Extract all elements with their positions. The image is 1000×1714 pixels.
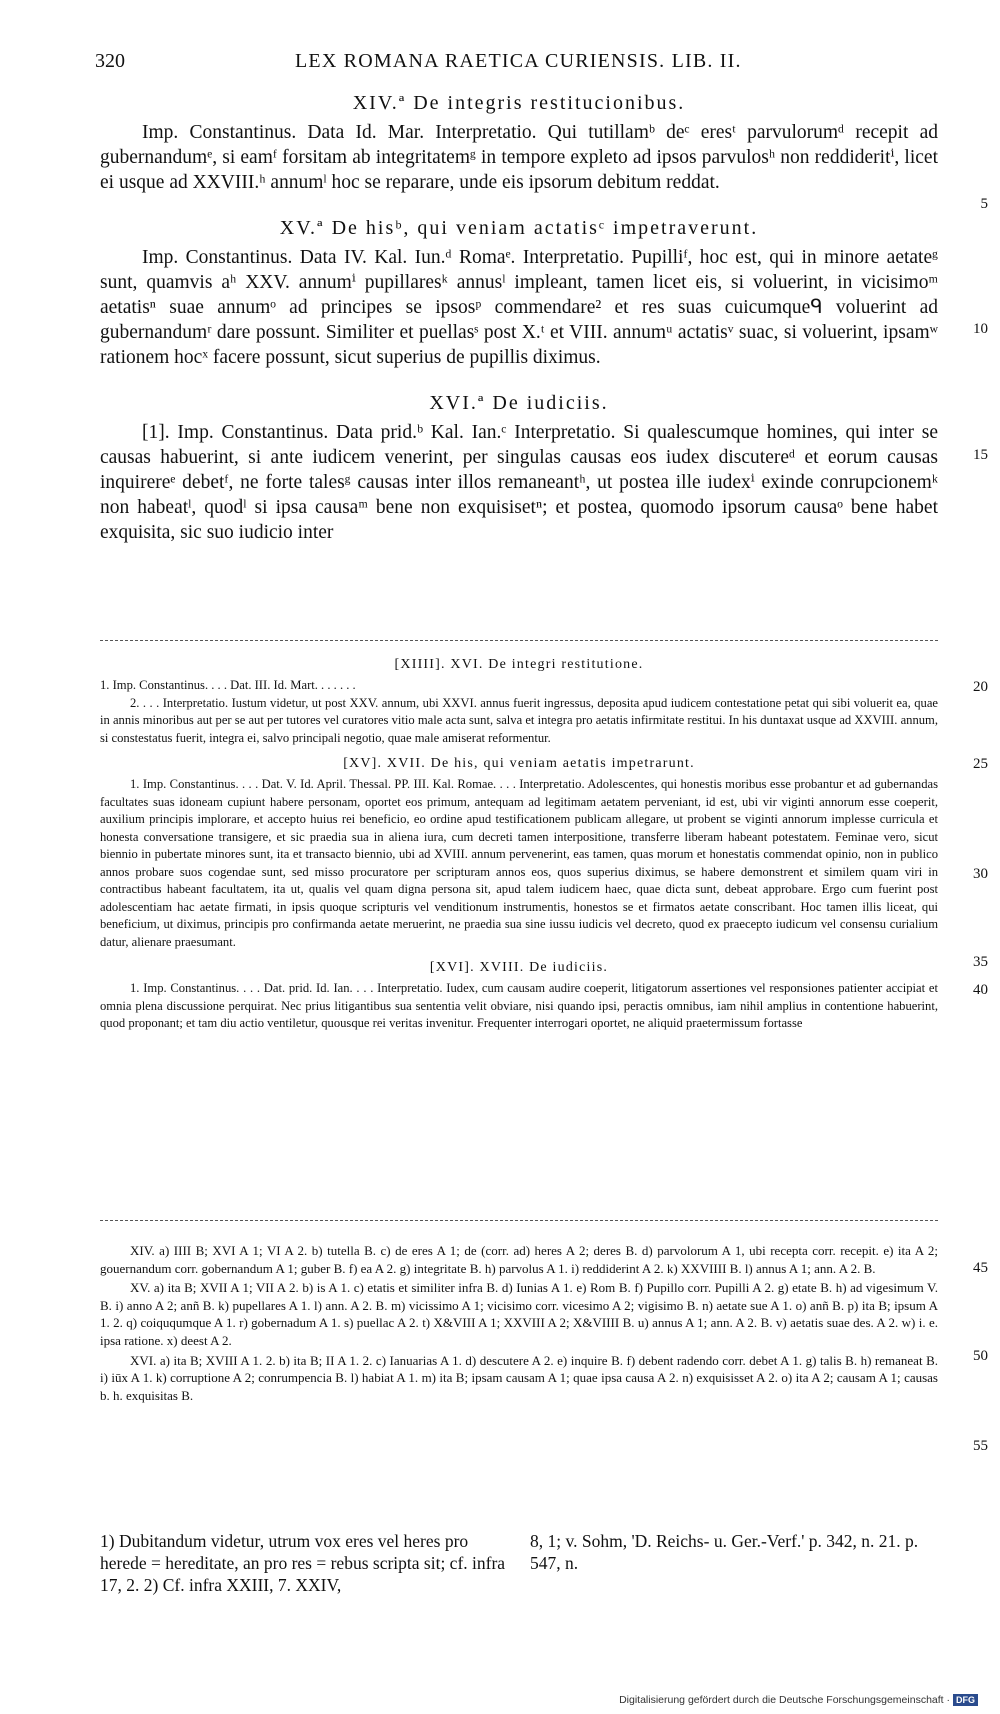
comparative-heading: [XV]. XVII. De his, qui veniam aetatis impetrarunt.	[343, 756, 695, 771]
section-heading: XIV.ª De integris restitucionibus.	[352, 92, 686, 114]
line-number: 5	[980, 196, 988, 212]
credit-text: Digitalisierung gefördert durch die Deutsche Forschungsgemeinschaft ·	[619, 1694, 950, 1706]
page-number: 320	[95, 50, 125, 72]
divider-rule	[100, 1220, 938, 1221]
section-text: Imp. Constantinus. Data Id. Mar. Interpretatio. Qui tutillamᵇ deᶜ eresᵗ parvulorumᵈ recepit ad gubernandumᵉ, si eamᶠ forsitam ab integritatemᵍ in tempore expleto ad ipsos parvulosʰ non reddideritⁱ, licet ei usque ad XXVIII.ʰ annumˡ hoc se reparare, unde eis ipsorum debitum reddat.	[100, 122, 938, 193]
line-number: 10	[973, 321, 988, 338]
comparative-line: 1. Imp. Constantinus. . . . Dat. prid. Id. Ian. . . . Interpretatio. Iudex, cum causam audire coeperit, litigatorum assertiones vel responsiones patienter accipiat et omnia plena discussione perquirat. Nec prius litigantibus sua sententia velit obviare, nisi quando ipsi, peractis omnibus, iam nihil amplius in contentione habuerint, quod proponant; et tam diu actio ventiletur, quousque rei veritas invenitur. Frequenter interrogari oportet, ne aliquid praetermissum fortasse	[100, 981, 938, 1030]
comparative-section	[100, 657, 988, 747]
main-text	[100, 92, 988, 567]
comparative-line: 2. . . . Interpretatio. Iustum videtur, ut post XXV. annum, ubi XXVI. annus fuerit ingressus, deposita apud iudicem contestatione petat qui sibi voluerit ea, quae in annis minoribus aut per se aut per tutores vel curatores vitio male acta sunt, salva et integra pro aetatis infirmitate restitui. In his duntaxat usque ad XXVIII. annum, si constestatus fuerit, integra ei, salvo principali negotio, quae male amiserat reformentur.	[100, 695, 938, 745]
line-number: 35	[973, 954, 988, 970]
comparative-heading: [XVI]. XVIII. De iudiciis.	[429, 960, 609, 975]
section-heading: XVI.ª De iudiciis.	[429, 392, 609, 415]
section-heading: XV.ª De hisᵇ, qui veniam actatisᶜ impetraverunt.	[279, 217, 759, 240]
footnote-left: 1) Dubitandum videtur, utrum vox eres vel heres pro herede = hereditate, an pro res = rebus scripta sit; cf. infra 17, 2. 2) Cf. infra XXIII, 7. XXIV,	[100, 1531, 506, 1595]
divider-rule	[100, 640, 938, 641]
dfg-logo: DFG	[953, 1694, 978, 1706]
line-number: 40	[973, 982, 988, 998]
line-number: 45	[973, 1260, 988, 1276]
comparative-heading: [XIIII]. XVI. De integri restitutione.	[394, 657, 644, 672]
section-xiv	[100, 92, 988, 212]
section-text: [1]. Imp. Constantinus. Data prid.ᵇ Kal. Ian.ᶜ Interpretatio. Si qualescumque homines, qui inter se causas habuerint, si ante iudicem venerint, per singulas causas eos iudex discutereᵈ et eorum causas inquirereᵉ debetᶠ, ne forte talesᵍ causas inter illos remaneantʰ, ut postea ille iudexⁱ exinde conrupcionemᵏ non habeatˡ, quodˡ si ipsa causaᵐ bene non exquisisetⁿ; et postea, quomodo ipsorum causaᵒ bene habet exquisita, sic suo iudicio inter	[100, 422, 938, 543]
apparatus-entry: XV. a) ita B; XVII A 1; VII A 2. b) is A 1. c) etatis et similiter infra B. d) Iunias A 1. e) Rom B. f) Pupillo corr. Pupilli A 2. g) etate B. h) ad vigesimum V. B. i) anno A 2; anñ B. k) pupellares A 1. l) ann. A 2. B. m) vicissimo A 1; vicisimo corr. vicesimo A 2; vigisimo B. n) aetate sue A 1. o) anñ B. p) ita B; ipsum A 1. 2. q) coiququmque A 1. r) gobernadum A 1. s) puellac A 2. t) X&VIII A 1; XXVIII A 2; X&VIIII B. u) annus A 1; ann. A 2. B. v) aetatis suae des. A 2. w) i. e. ipsa ratione. x) deest A 2.	[100, 1280, 938, 1348]
line-number: 50	[973, 1348, 988, 1364]
comparative-line: 1. Imp. Constantinus. . . . Dat. V. Id. April. Thessal. PP. III. Kal. Romae. . . . Interpretatio. Adolescentes, qui honestis moribus esse probantur et ad gubernandas facultates suas idoneam cupiunt habere personam, oportet eos primum, antequam ad legitimam aetatem perveniant, id est, ubi vir viginti annorum esse coeperit, auxilium principis implorare, et accepto huius rei beneficio, eo ordine apud testificationem publicam allegare, ut probent se viginti annorum implesse curricula et honesta conversatione transigere, et sic praedia sua in aliena iura, cum decreti tamen interpositione, transferre liberam habeant potestatem. Feminae vero, sicut biennio in pubertate minores sunt, ita et transacto biennio, ubi ad XVIII. annum pervenerint, eas tamen, quas morum et honestatis commendat opinio, non in publico annos probare suos cogendae sunt, sed misso procuratore per scripturam annos eos, quos superius diximus, se habere demonstrent et similem quam viri in contractibus habeant facultatem, ita ut, qualis vel quam digna persona sit, apud talem iudicem haec, quae dicta sunt, debeat approbare. Ergo cum fuerint post adolescentiam hac aetate firmati, in ipsis quoque scripturis vel venditionum instrumentis, honestos se et firmatos aetate conscribant. Hoc tamen illis liceat, qui beneficium, ut diximus, principis pro confirmanda aetate meruerint, ne praedia sua sine iussu iudicis vel decreto, quod ex praecepto iudicum vel consensu curialium datur, alienare praesumant.	[100, 777, 938, 949]
critical-apparatus	[100, 1242, 988, 1454]
apparatus-entry: XIV. a) IIII B; XVI A 1; VI A 2. b) tutella B. c) de eres A 1; de (corr. ad) heres A 2; deres B. d) parvolorum A 1, ubi recepta corr. recepit. e) ita A 2; gouernandum corr. gobernandum A 1; guber B. f) ea A 2. g) integritate B. h) parvolus A 1. i) reddiderint A 2. k) XXVIIII B. l) annus A 1; ann. A 2. B.	[100, 1243, 938, 1276]
section-xv	[100, 217, 988, 370]
line-number: 55	[973, 1438, 988, 1454]
line-number: 15	[973, 447, 988, 464]
comparative-text	[100, 657, 988, 1042]
section-text: Imp. Constantinus. Data IV. Kal. Iun.ᵈ Romaᵉ. Interpretatio. Pupilliᶠ, hoc est, qui in minore aetateᵍ sunt, quamvis aʰ XXV. annumⁱ pupillaresᵏ annusˡ impleant, tamen licet eis, si voluerint, in vicisimoᵐ aetatisⁿ suae annumᵒ ad principes se ipsosᵖ commendare² et res suas cuicumqueᑫ voluerint ad gubernandumʳ dare possunt. Similiter et puellasˢ post X.ᵗ et VIII. annumᵘ actatisᵛ suac, si voluerint, ipsamʷ rationem hocˣ facere possunt, sicut superius de pupillis diximus.	[100, 247, 938, 368]
apparatus-entry: XVI. a) ita B; XVIII A 1. 2. b) ita B; II A 1. 2. c) Ianuarias A 1. d) descutere A 2. e) inquire B. f) debent radendo corr. debet A 1. g) talis B. h) remaneat B. i) iūx A 1. k) corruptione A 2; conrumpencia B. l) habiat A 1. m) ita B; ipsam causam A 1; quae ipsa causa A 2. n) exquisisset A 2. o) ita A 2; causam A 1; causas b. h. exquisitas B.	[100, 1352, 938, 1403]
running-head	[95, 50, 975, 80]
footnote-right: 8, 1; v. Sohm, 'D. Reichs- u. Ger.-Verf.' p. 342, n. 21. p. 547, n.	[530, 1531, 919, 1573]
digitization-credit	[619, 1694, 978, 1706]
section-xvi	[100, 392, 988, 545]
line-number: 30	[973, 866, 988, 882]
line-number: 25	[973, 756, 988, 772]
line-number: 20	[973, 679, 988, 695]
running-title: LEX ROMANA RAETICA CURIENSIS. LIB. II.	[295, 50, 742, 72]
comparative-line: 1. Imp. Constantinus. . . . Dat. III. Id. Mart. . . . . . .	[100, 678, 356, 692]
